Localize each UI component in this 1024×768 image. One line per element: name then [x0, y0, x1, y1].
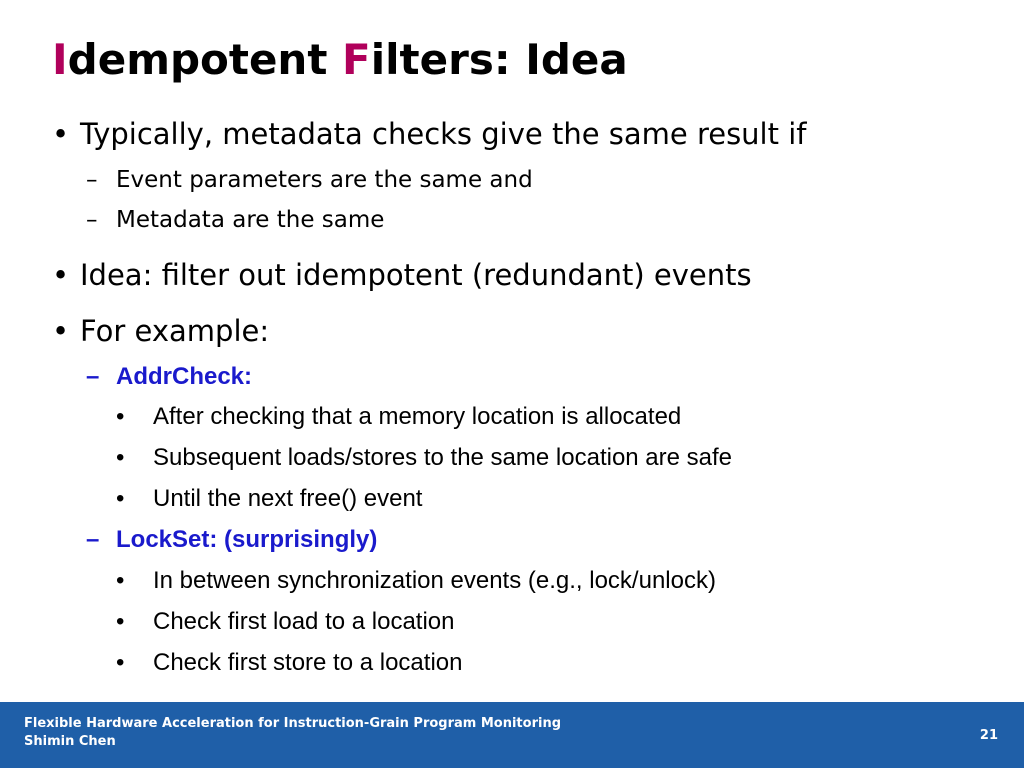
title-part-2: ilters: Idea: [370, 35, 628, 84]
list-item: [116, 484, 422, 514]
sub-bullet-text: Event parameters are the same and: [116, 167, 533, 193]
small-bullet-icon: •: [116, 649, 125, 676]
sub-bullet-text: Metadata are the same: [116, 207, 385, 233]
list-item: [116, 443, 732, 473]
bullet-icon: •: [52, 117, 70, 151]
title-initial-f: F: [342, 35, 371, 84]
bullet-for-example: [52, 313, 269, 349]
small-bullet-icon: •: [116, 485, 125, 512]
subheading-lockset: [86, 525, 377, 555]
subheading-addrcheck: [86, 362, 252, 392]
small-bullet-icon: •: [116, 403, 125, 430]
list-item: [116, 402, 681, 432]
list-item-text: Check first load to a location: [153, 608, 455, 635]
dash-icon: –: [86, 363, 100, 390]
dash-icon: –: [86, 167, 98, 193]
footer-author: Shimin Chen: [24, 734, 116, 749]
list-item: [116, 648, 462, 678]
list-item: [116, 566, 716, 596]
subheading-text: AddrCheck:: [116, 363, 253, 390]
title-initial-i: I: [52, 35, 68, 84]
bullet-text: Idea: filter out idempotent (redundant) events: [80, 258, 752, 292]
sub-bullet-event-params: [86, 165, 533, 195]
footer-bar: [0, 702, 1024, 768]
bullet-text: For example:: [80, 314, 270, 348]
subheading-text: LockSet: (surprisingly): [116, 526, 378, 553]
list-item: [116, 607, 455, 637]
list-item-text: In between synchronization events (e.g., lock/unlock): [153, 567, 716, 594]
bullet-typically: [52, 116, 806, 152]
list-item-text: After checking that a memory location is allocated: [153, 403, 682, 430]
footer-title: Flexible Hardware Acceleration for Instruction-Grain Program Monitoring: [24, 716, 561, 731]
bullet-text: Typically, metadata checks give the same result if: [80, 117, 807, 151]
bullet-icon: •: [52, 314, 70, 348]
small-bullet-icon: •: [116, 608, 125, 635]
sub-bullet-metadata: [86, 205, 384, 235]
bullet-icon: •: [52, 258, 70, 292]
dash-icon: –: [86, 207, 98, 233]
title-part-1: dempotent: [67, 35, 343, 84]
list-item-text: Subsequent loads/stores to the same location are safe: [153, 444, 733, 471]
small-bullet-icon: •: [116, 444, 125, 471]
list-item-text: Check first store to a location: [153, 649, 463, 676]
small-bullet-icon: •: [116, 567, 125, 594]
page-number: 21: [979, 728, 998, 743]
dash-icon: –: [86, 526, 100, 553]
slide-title: [52, 32, 628, 88]
bullet-idea: [52, 257, 752, 293]
list-item-text: Until the next free() event: [153, 485, 423, 512]
